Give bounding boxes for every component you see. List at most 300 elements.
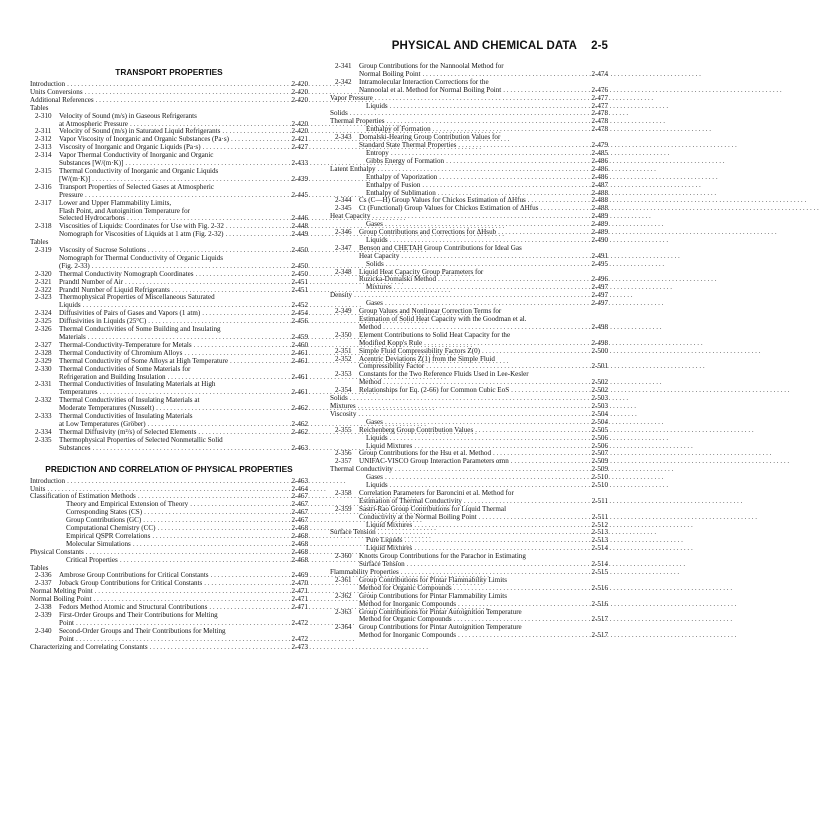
entry-table-number: 2-324 (35, 309, 52, 318)
entry-text: Group Contributions and Corrections for ΔHsub (359, 228, 497, 237)
entry-page-number: 2-462 (291, 404, 308, 413)
entry-page-number: 2-512 (591, 520, 608, 529)
entry-page-number: 2-468 (291, 524, 308, 533)
entry-text: Group Contributions (GC) (66, 516, 142, 525)
entry-page-number: 2-478 (591, 109, 608, 118)
entry-table-number: 2-316 (35, 182, 52, 191)
entry-page-number: 2-509 (591, 465, 608, 474)
running-head-page-number: 2-5 (591, 40, 608, 52)
entry-text: Vapor Pressure (330, 93, 373, 102)
entry-text: Gases (366, 473, 383, 482)
entry-page-number: 2-500 (591, 346, 608, 355)
entry-text: Enthalpy of Fusion (366, 180, 421, 189)
entry-text: Gases (366, 220, 383, 229)
entry-text: Liquids (366, 235, 388, 244)
entry-page-number: 2-489 (591, 220, 608, 229)
entry-text: Nomograph for Viscosities of Liquids at 1 atm (Fig. 2-32) (59, 230, 224, 239)
entry-text: (Fig. 2-33) (59, 261, 90, 270)
entry-text: Thermal Conductivities of Some Building and Insulating (59, 325, 221, 334)
entry-text: Thermal Conductivities of Insulating Materials (59, 412, 193, 421)
entry-page-number: 2-515 (591, 568, 608, 576)
toc-entry (30, 97, 308, 105)
entry-text: Second-Order Groups and Their Contributions for Melting (59, 626, 226, 635)
entry-table-number: 2-361 (335, 575, 352, 584)
entry-page-number: 2-450 (291, 269, 308, 278)
entry-page-number: 2-507 (591, 449, 608, 458)
entry-text: Empirical QSPR Correlations (66, 531, 151, 540)
leader-dots (226, 231, 280, 239)
entry-table-number: 2-319 (35, 246, 52, 255)
entry-text: Mixtures (330, 401, 356, 410)
entry-table-number: 2-332 (35, 396, 52, 405)
entry-text: Additional References (30, 95, 94, 104)
entry-text: Viscosity of Sucrose Solutions (59, 246, 146, 255)
entry-text: Group Contributions for Pintar Flammability Limits (359, 575, 507, 584)
entry-text: Normal Boiling Point (30, 595, 92, 604)
entry-text: Correlation Parameters for Baroncini et al. Method for (359, 488, 514, 497)
entry-text: Group Contributions for the Hsu et al. Method (359, 449, 492, 458)
entry-text: Solids (330, 109, 348, 118)
toc-entry (30, 644, 308, 652)
toc-entry (30, 231, 308, 239)
entry-text: Introduction (30, 80, 66, 88)
entry-table-number: 2-335 (35, 435, 52, 444)
entry-page-number: 2-446 (291, 214, 308, 223)
entry-text: Intramolecular Interaction Corrections for the (359, 77, 489, 86)
entry-page-number: 2-420 (291, 127, 308, 136)
entry-text: Thermal Diffusivity (m²/s) of Selected Elements (59, 427, 197, 436)
entry-page-number: 2-497 (591, 291, 608, 300)
entry-text: Transport Properties of Selected Gases at Atmospheric (59, 182, 214, 191)
entry-text: Thermal Conductivities of Insulating Materials at (59, 396, 200, 405)
entry-text: Enthalpy of Sublimation (366, 188, 436, 197)
section-title-prediction: PREDICTION AND CORRELATION OF PHYSICAL PROPERTIES (45, 463, 293, 474)
entry-page-number: 2-486 (591, 172, 608, 181)
entry-text: Temperatures (59, 388, 98, 397)
entry-text: Fedors Method Atomic and Structural Contributions (59, 603, 208, 612)
entry-page-number: 2-472 (291, 618, 308, 627)
entry-text: Liquids (366, 481, 388, 490)
entry-text: Units (30, 484, 46, 493)
entry-text: Substances (59, 443, 91, 452)
leader-dots (93, 445, 280, 453)
entry-page-number: 2-502 (591, 386, 608, 395)
entry-text: Tables (30, 238, 49, 247)
entry-text: Theory and Empirical Extension of Theory (66, 500, 189, 509)
entry-text: Vapor Viscosity of Inorganic and Organic Substances (Pa·s) (59, 135, 229, 144)
entry-table-number: 2-327 (35, 340, 52, 349)
entry-table-number: 2-312 (35, 135, 52, 144)
entry-page-number: 2-511 (591, 496, 608, 505)
entry-text: Flammability Properties (330, 568, 399, 576)
entry-text: Prandtl Number of Air (59, 277, 124, 286)
entry-text: Computational Chemistry (CC) (66, 524, 156, 533)
entry-text: Latent Enthalpy (330, 164, 376, 173)
entry-page-number: 2-473 (291, 642, 308, 651)
entry-text: Velocity of Sound (m/s) in Gaseous Refrigerants (59, 111, 197, 120)
entry-page-number: 2-451 (291, 285, 308, 294)
entry-page-number: 2-478 (591, 117, 608, 126)
entry-text: Knotts Group Contributions for the Parachor in Estimating (359, 552, 526, 561)
entry-text: Pure Liquids (366, 536, 403, 545)
entry-page-number: 2-454 (291, 309, 308, 318)
entry-page-number: 2-450 (291, 246, 308, 255)
entry-text: Group Values and Nonlinear Correction Terms for (359, 307, 502, 316)
entry-table-number: 2-347 (335, 243, 352, 252)
running-head-title: PHYSICAL AND CHEMICAL DATA (391, 40, 578, 52)
entry-text: Thermophysical Properties of Selected Nonmetallic Solid (59, 435, 223, 444)
entry-page-number: 2-459 (291, 333, 308, 341)
entry-text: Nomograph for Thermal Conductivity of Organic Liquids (59, 253, 224, 262)
entry-page-number: 2-486 (591, 164, 608, 173)
entry-table-number: 2-323 (35, 293, 52, 302)
entry-page-number: 2-491 (591, 251, 608, 260)
entry-table-number: 2-328 (35, 348, 52, 357)
entry-text: Materials (59, 333, 86, 341)
entry-page-number: 2-474 (591, 69, 608, 78)
entry-text: Solids (330, 394, 348, 403)
entry-text: Thermal Conductivity (330, 465, 393, 474)
entry-table-number: 2-342 (335, 77, 352, 86)
entry-table-number: 2-362 (335, 591, 352, 600)
entry-text: Prandtl Number of Liquid Refrigerants (59, 285, 170, 294)
entry-text: Cs (C—H) Group Values for Chickos Estimation of ΔHfus (359, 196, 526, 205)
entry-text: Vapor Thermal Conductivity of Inorganic and Organic (59, 151, 214, 160)
entry-page-number: 2-461 (291, 372, 308, 381)
entry-text: Selected Hydrocarbons (59, 214, 125, 223)
entry-text: Mixtures (366, 283, 392, 292)
entry-page-number: 2-505 (591, 425, 608, 434)
entry-page-number: 2-497 (591, 283, 608, 292)
entry-table-number: 2-336 (35, 571, 52, 580)
entry-page-number: 2-504 (591, 409, 608, 418)
entry-text: UNIFAC-VISCO Group Interaction Parameters αmn (359, 457, 509, 466)
entry-text: Lower and Upper Flammability Limits, (59, 198, 172, 207)
leader-dots (96, 97, 280, 105)
entry-text: Corresponding States (CS) (66, 508, 143, 517)
running-header (30, 40, 608, 54)
entry-table-number: 2-314 (35, 151, 52, 160)
entry-page-number: 2-433 (291, 159, 308, 168)
entry-page-number: 2-467 (291, 500, 308, 509)
entry-table-number: 2-331 (35, 380, 52, 389)
entry-text: Ct (Functional) Group Values for Chickos Estimation of ΔHfus (359, 204, 539, 213)
entry-page-number: 2-501 (591, 362, 608, 371)
entry-text: Standard State Thermal Properties (359, 141, 457, 150)
entry-text: Method for Organic Compounds (359, 615, 452, 624)
entry-text: Units Conversions (30, 87, 83, 96)
leader-dots (458, 632, 580, 640)
entry-page-number: 2-503 (591, 394, 608, 403)
right-column-entries (330, 63, 608, 640)
entry-page-number: 2-513 (591, 528, 608, 537)
entry-table-number: 2-345 (335, 204, 352, 213)
entry-page-number: 2-470 (291, 579, 308, 588)
entry-text: Thermal-Conductivity-Temperature for Metals (59, 340, 192, 349)
entry-page-number: 2-503 (591, 401, 608, 410)
entry-table-number: 2-341 (335, 62, 352, 70)
entry-page-number: 2-490 (591, 235, 608, 244)
entry-text: Thermal Conductivities of Some Materials for (59, 364, 191, 373)
entry-table-number: 2-338 (35, 603, 52, 612)
entry-table-number: 2-315 (35, 166, 52, 175)
entry-text: Ruzicka-Domalski Method (359, 275, 437, 284)
leader-dots (482, 348, 580, 356)
entry-page-number: 2-467 (291, 492, 308, 501)
entry-text: Benson and CHETAH Group Contributions for Ideal Gas (359, 243, 522, 252)
entry-table-number: 2-359 (335, 504, 352, 513)
entry-text: Estimation of Solid Heat Capacity with the Goodman et al. (359, 315, 527, 323)
entry-text: Tables (30, 103, 49, 112)
entry-text: Pressure (59, 190, 84, 199)
entry-page-number: 2-421 (291, 135, 308, 144)
entry-page-number: 2-469 (291, 571, 308, 580)
entry-text: Thermal Conductivity of Inorganic and Organic Liquids (59, 166, 219, 175)
entry-text: [W/(m·K)] (59, 174, 91, 183)
entry-text: Physical Constants (30, 547, 84, 556)
entry-text: Moderate Temperatures (Nusselt) (59, 404, 155, 413)
entry-page-number: 2-467 (291, 516, 308, 525)
entry-text: Constants for the Two Reference Fluids Used in Lee-Kesler (359, 370, 529, 379)
entry-page-number: 2-468 (291, 547, 308, 556)
entry-page-number: 2-461 (291, 356, 308, 365)
entry-table-number: 2-326 (35, 325, 52, 334)
entry-text: Method for Inorganic Compounds (359, 599, 457, 608)
entry-text: Density (330, 291, 353, 300)
entry-page-number: 2-472 (291, 634, 308, 643)
entry-text: Nannoolal et al. Method for Normal Boiling Point (359, 85, 502, 94)
toc-entry (30, 445, 308, 453)
entry-table-number: 2-311 (35, 127, 52, 136)
entry-page-number: 2-471 (291, 587, 308, 596)
leader-dots (230, 358, 280, 366)
entry-table-number: 2-344 (335, 196, 352, 205)
entry-page-number: 2-461 (291, 348, 308, 357)
entry-table-number: 2-313 (35, 143, 52, 152)
entry-text: Estimation of Thermal Conductivity (359, 496, 462, 505)
entry-page-number: 2-498 (591, 338, 608, 347)
entry-text: Substances [W/(m·K)] (59, 159, 124, 168)
entry-text: Surface Tension (359, 560, 405, 569)
entry-text: Flash Point, and Autoignition Temperature for (59, 206, 190, 215)
entry-text: Liquid Mixtures (366, 520, 413, 529)
entry-table-number: 2-322 (35, 285, 52, 294)
entry-page-number: 2-488 (591, 188, 608, 197)
entry-page-number: 2-506 (591, 433, 608, 442)
entry-page-number: 2-420 (291, 87, 308, 96)
entry-page-number: 2-502 (591, 378, 608, 387)
entry-page-number: 2-517 (591, 631, 608, 640)
entry-text: Characterizing and Correlating Constants (30, 642, 148, 651)
entry-text: Tables (30, 563, 49, 572)
entry-page-number: 2-486 (591, 156, 608, 165)
entry-page-number: 2-506 (591, 441, 608, 450)
entry-text: Compressibility Factor (359, 362, 425, 371)
entry-table-number: 2-339 (35, 611, 52, 619)
entry-table-number: 2-363 (335, 607, 352, 616)
entry-table-number: 2-343 (335, 133, 352, 142)
entry-page-number: 2-509 (591, 457, 608, 466)
entry-page-number: 2-451 (291, 277, 308, 286)
entry-page-number: 2-477 (591, 101, 608, 110)
entry-page-number: 2-517 (591, 615, 608, 624)
entry-text: Molecular Simulations (66, 539, 131, 548)
entry-page-number: 2-420 (291, 95, 308, 104)
entry-text: Modified Kopp's Rule (359, 338, 423, 347)
entry-text: Thermal Conductivities of Insulating Materials at High (59, 380, 216, 389)
entry-table-number: 2-334 (35, 427, 52, 436)
entry-page-number: 2-463 (291, 443, 308, 452)
entry-table-number: 2-356 (335, 449, 352, 458)
entry-text: Velocity of Sound (m/s) in Saturated Liquid Refrigerants (59, 127, 221, 136)
entry-table-number: 2-351 (335, 346, 352, 355)
entry-table-number: 2-357 (335, 457, 352, 466)
entry-page-number: 2-488 (591, 204, 608, 213)
entry-text: at Atmospheric Pressure (59, 119, 128, 128)
entry-page-number: 2-471 (291, 595, 308, 604)
entry-text: Simple Fluid Compressibility Factors Z(0) (359, 346, 480, 355)
entry-text: Method (359, 378, 382, 387)
leader-dots (209, 604, 280, 612)
entry-text: Viscosity of Inorganic and Organic Liquids (Pa·s) (59, 143, 201, 152)
entry-text: Diffusivities in Liquids (25°C) (59, 317, 147, 326)
entry-text: Conductivity at the Normal Boiling Point (359, 512, 477, 521)
entry-text: Gases (366, 299, 383, 308)
entry-table-number: 2-353 (335, 370, 352, 379)
entry-table-number: 2-348 (335, 267, 352, 276)
entry-table-number: 2-350 (335, 330, 352, 339)
entry-table-number: 2-333 (35, 412, 52, 421)
entry-page-number: 2-427 (291, 143, 308, 152)
entry-page-number: 2-468 (291, 539, 308, 548)
entry-table-number: 2-337 (35, 579, 52, 588)
entry-page-number: 2-456 (291, 317, 308, 326)
entry-text: Solids (366, 259, 384, 268)
entry-page-number: 2-496 (591, 275, 608, 284)
entry-table-number: 2-321 (35, 277, 52, 286)
leader-dots (120, 557, 280, 565)
leader-dots (150, 644, 280, 652)
entry-text: Entropy (366, 148, 389, 157)
entry-text: Surface Tension (330, 528, 376, 537)
leader-dots (203, 144, 280, 152)
entry-text: Method (359, 322, 382, 331)
entry-text: Thermal Conductivity of Some Alloys at High Temperature (59, 356, 228, 365)
entry-page-number: 2-504 (591, 417, 608, 426)
entry-text: Heat Capacity (359, 251, 400, 260)
entry-table-number: 2-352 (335, 354, 352, 363)
left-column (30, 66, 308, 652)
entry-text: Gibbs Energy of Formation (366, 156, 445, 165)
entry-text: Liquids (366, 101, 388, 110)
entry-page-number: 2-467 (291, 508, 308, 517)
entry-text: Normal Boiling Point (359, 69, 421, 78)
entry-text: Point (59, 618, 74, 627)
entry-page-number: 2-461 (291, 388, 308, 397)
entry-text: Liquid Mixtures (366, 441, 413, 450)
entry-page-number: 2-449 (291, 230, 308, 239)
entry-page-number: 2-471 (291, 603, 308, 612)
entry-text: at Low Temperatures (Gröber) (59, 419, 146, 428)
entry-text: Method for Inorganic Compounds (359, 631, 457, 640)
entry-text: Introduction (30, 476, 66, 485)
entry-page-number: 2-462 (291, 419, 308, 428)
entry-page-number: 2-485 (591, 148, 608, 157)
entry-text: Group Contributions for Pintar Autoignition Temperature (359, 623, 522, 632)
entry-table-number: 2-358 (335, 488, 352, 497)
prediction-entries (30, 478, 308, 652)
section-title-transport: TRANSPORT PROPERTIES (115, 67, 223, 77)
entry-text: Relationships for Eq. (2-66) for Common Cubic EoS (359, 386, 510, 395)
entry-text: Group Contributions for Pintar Flammability Limits (359, 591, 507, 600)
entry-page-number: 2-450 (291, 261, 308, 270)
entry-text: Ambrose Group Contributions for Critical Constants (59, 571, 209, 580)
entry-text: Liquid Mixtures (366, 544, 413, 553)
entry-page-number: 2-477 (591, 93, 608, 102)
entry-table-number: 2-317 (35, 198, 52, 207)
entry-page-number: 2-510 (591, 481, 608, 490)
entry-table-number: 2-346 (335, 228, 352, 237)
entry-page-number: 2-452 (291, 301, 308, 310)
entry-text: Liquids (366, 433, 388, 442)
entry-page-number: 2-439 (291, 174, 308, 183)
entry-text: Thermophysical Properties of Miscellaneous Saturated (59, 293, 215, 302)
entry-table-number: 2-329 (35, 356, 52, 365)
entry-text: Point (59, 634, 74, 643)
entry-page-number: 2-420 (291, 80, 308, 88)
entry-page-number: 2-448 (291, 222, 308, 231)
entry-text: Thermal Properties (330, 117, 385, 126)
entry-text: Group Contributions for Pintar Autoignition Temperature (359, 607, 522, 616)
entry-page-number: 2-498 (591, 322, 608, 331)
entry-table-number: 2-318 (35, 222, 52, 231)
entry-page-number: 2-489 (591, 228, 608, 237)
toc-entry (330, 632, 608, 640)
entry-text: Liquid Heat Capacity Group Parameters for (359, 267, 484, 276)
entry-page-number: 2-463 (291, 476, 308, 485)
toc-entry (30, 557, 308, 565)
entry-page-number: 2-420 (291, 119, 308, 128)
entry-text: Heat Capacity (330, 212, 371, 221)
entry-text: Enthalpy of Vaporization (366, 172, 438, 181)
entry-page-number: 2-516 (591, 583, 608, 592)
entry-text: Enthalpy of Formation (366, 125, 431, 134)
entry-page-number: 2-510 (591, 473, 608, 482)
entry-text: Joback Group Contributions for Critical Constants (59, 579, 203, 588)
entry-page-number: 2-487 (591, 180, 608, 189)
entry-text: Liquids (59, 301, 81, 310)
entry-page-number: 2-511 (591, 512, 608, 521)
entry-text: Viscosity (330, 409, 357, 418)
entry-page-number: 2-495 (591, 259, 608, 268)
entry-text: Acentric Deviations Z(1) from the Simple Fluid (359, 354, 495, 363)
entry-table-number: 2-330 (35, 364, 52, 373)
entry-table-number: 2-340 (35, 626, 52, 635)
entry-page-number: 2-479 (591, 141, 608, 150)
entry-table-number: 2-354 (335, 386, 352, 395)
entry-page-number: 2-488 (591, 196, 608, 205)
entry-page-number: 2-468 (291, 555, 308, 564)
entry-table-number: 2-349 (335, 307, 352, 316)
right-column (330, 63, 608, 640)
entry-page-number: 2-478 (591, 125, 608, 134)
entry-text: Critical Properties (66, 555, 118, 564)
entry-page-number: 2-445 (291, 190, 308, 199)
entry-text: Reichenberg Group Contribution Values (359, 425, 474, 434)
entry-text: Viscosities of Liquids: Coordinates for Use with Fig. 2-32 (59, 222, 224, 231)
entry-text: Gases (366, 417, 383, 426)
running-head (392, 40, 608, 52)
